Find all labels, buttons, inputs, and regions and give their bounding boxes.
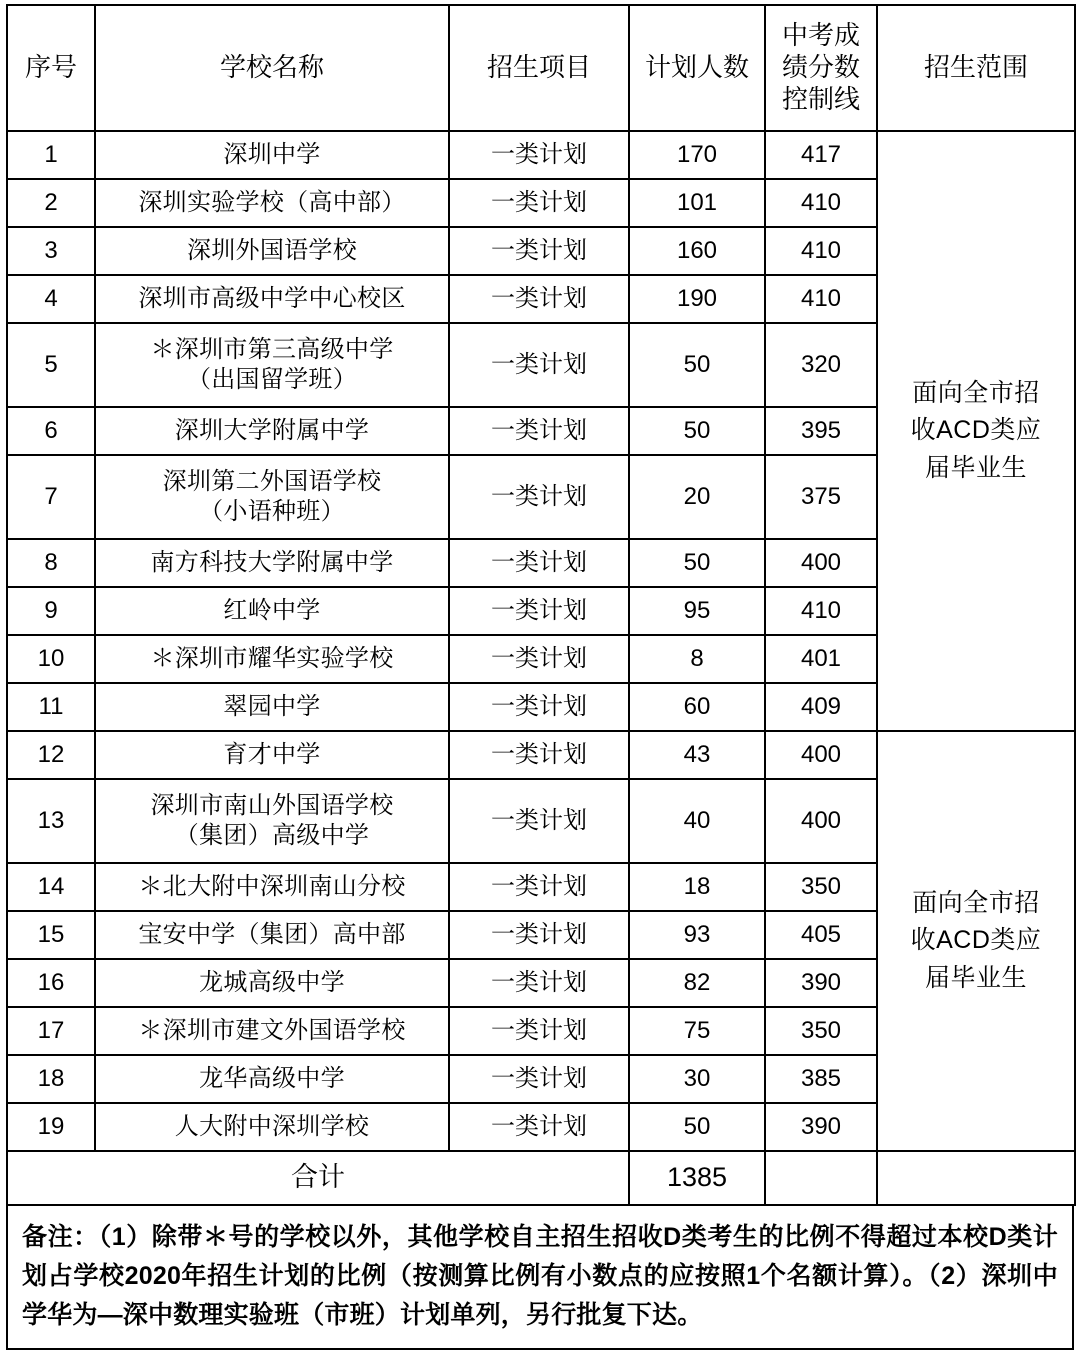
cell-school: 龙华高级中学 [95, 1055, 449, 1103]
cell-index: 3 [7, 227, 95, 275]
cell-plan: 18 [629, 863, 765, 911]
cell-program: 一类计划 [449, 911, 629, 959]
cell-program: 一类计划 [449, 731, 629, 779]
cell-program: 一类计划 [449, 863, 629, 911]
total-score-empty [765, 1151, 877, 1205]
cell-range-group-1 [877, 131, 1075, 731]
cell-score: 401 [765, 635, 877, 683]
total-range-empty [877, 1151, 1075, 1205]
cell-index: 8 [7, 539, 95, 587]
header-school: 学校名称 [95, 5, 449, 131]
cell-school: 南方科技大学附属中学 [95, 539, 449, 587]
header-plan: 计划人数 [629, 5, 765, 131]
cell-score: 405 [765, 911, 877, 959]
cell-score: 390 [765, 959, 877, 1007]
cell-plan: 82 [629, 959, 765, 1007]
cell-program: 一类计划 [449, 227, 629, 275]
cell-school-line2: （出国留学班） [186, 366, 358, 393]
cell-school: 深圳实验学校（高中部） [95, 179, 449, 227]
cell-program: 一类计划 [449, 131, 629, 179]
cell-program: 一类计划 [449, 323, 629, 407]
cell-score: 410 [765, 587, 877, 635]
range-line2: 收ACD类应 [910, 926, 1042, 955]
cell-plan: 50 [629, 539, 765, 587]
cell-program: 一类计划 [449, 455, 629, 539]
admission-plan-table [6, 4, 1076, 1206]
cell-school: 育才中学 [95, 731, 449, 779]
cell-school: 红岭中学 [95, 587, 449, 635]
cell-program: 一类计划 [449, 179, 629, 227]
cell-plan: 170 [629, 131, 765, 179]
cell-score: 350 [765, 863, 877, 911]
cell-score: 385 [765, 1055, 877, 1103]
header-score-line1: 中考成 [781, 20, 860, 51]
cell-score: 409 [765, 683, 877, 731]
table-header-row [7, 5, 1075, 131]
cell-index: 19 [7, 1103, 95, 1151]
cell-index: 2 [7, 179, 95, 227]
cell-program: 一类计划 [449, 779, 629, 863]
cell-score: 400 [765, 779, 877, 863]
cell-program: 一类计划 [449, 407, 629, 455]
header-index: 序号 [7, 5, 95, 131]
cell-program: 一类计划 [449, 683, 629, 731]
cell-index: 13 [7, 779, 95, 863]
cell-index: 14 [7, 863, 95, 911]
range-line1: 面向全市招 [912, 378, 1040, 407]
cell-index: 12 [7, 731, 95, 779]
cell-index: 5 [7, 323, 95, 407]
cell-school [95, 455, 449, 539]
cell-plan: 190 [629, 275, 765, 323]
cell-plan: 93 [629, 911, 765, 959]
cell-score: 390 [765, 1103, 877, 1151]
cell-program: 一类计划 [449, 1103, 629, 1151]
cell-school: 宝安中学（集团）高中部 [95, 911, 449, 959]
cell-school-line2: （集团）高级中学 [174, 822, 370, 849]
cell-index: 16 [7, 959, 95, 1007]
cell-plan: 30 [629, 1055, 765, 1103]
range-line2: 收ACD类应 [910, 416, 1042, 445]
table-row [7, 131, 1075, 179]
cell-index: 10 [7, 635, 95, 683]
cell-score: 320 [765, 323, 877, 407]
cell-school [95, 779, 449, 863]
cell-score: 410 [765, 179, 877, 227]
cell-school-line1: 深圳市南山外国语学校 [150, 792, 394, 819]
cell-score: 400 [765, 731, 877, 779]
cell-school: ＊深圳市耀华实验学校 [95, 635, 449, 683]
cell-plan: 160 [629, 227, 765, 275]
cell-plan: 50 [629, 1103, 765, 1151]
cell-school: ＊深圳市建文外国语学校 [95, 1007, 449, 1055]
cell-school: 深圳大学附属中学 [95, 407, 449, 455]
table-header [7, 5, 1075, 131]
table-footnote: 备注：（1）除带＊号的学校以外，其他学校自主招生招收D类考生的比例不得超过本校D类计划占学校2020年招生计划的比例（按测算比例有小数点的应按照1个名额计算）。（2）深圳中学华为—深中数理实验班（市班）计划单列，另行批复下达。 [6, 1206, 1074, 1350]
header-program: 招生项目 [449, 5, 629, 131]
cell-school [95, 323, 449, 407]
cell-school: 翠园中学 [95, 683, 449, 731]
cell-school-line2: （小语种班） [199, 498, 345, 525]
header-score-line3: 控制线 [781, 83, 860, 114]
cell-score: 350 [765, 1007, 877, 1055]
cell-program: 一类计划 [449, 635, 629, 683]
cell-index: 6 [7, 407, 95, 455]
table-row [7, 731, 1075, 779]
cell-school: 深圳中学 [95, 131, 449, 179]
cell-score: 375 [765, 455, 877, 539]
table-total-row [7, 1151, 1075, 1205]
cell-school-line1: 深圳第二外国语学校 [162, 468, 382, 495]
cell-school: ＊北大附中深圳南山分校 [95, 863, 449, 911]
cell-score: 395 [765, 407, 877, 455]
total-label: 合计 [7, 1151, 629, 1205]
cell-score: 400 [765, 539, 877, 587]
cell-plan: 8 [629, 635, 765, 683]
cell-program: 一类计划 [449, 1055, 629, 1103]
header-score-line [765, 5, 877, 131]
cell-score: 417 [765, 131, 877, 179]
cell-school: 深圳市高级中学中心校区 [95, 275, 449, 323]
cell-score: 410 [765, 275, 877, 323]
cell-program: 一类计划 [449, 1007, 629, 1055]
header-range: 招生范围 [877, 5, 1075, 131]
cell-index: 15 [7, 911, 95, 959]
cell-range-group-2 [877, 731, 1075, 1151]
cell-plan: 95 [629, 587, 765, 635]
cell-index: 18 [7, 1055, 95, 1103]
cell-program: 一类计划 [449, 275, 629, 323]
total-value: 1385 [629, 1151, 765, 1205]
cell-index: 17 [7, 1007, 95, 1055]
range-line1: 面向全市招 [912, 888, 1040, 917]
cell-index: 11 [7, 683, 95, 731]
cell-index: 9 [7, 587, 95, 635]
cell-school: 人大附中深圳学校 [95, 1103, 449, 1151]
range-line3: 届毕业生 [924, 453, 1027, 482]
cell-plan: 20 [629, 455, 765, 539]
range-line3: 届毕业生 [924, 963, 1027, 992]
cell-plan: 50 [629, 407, 765, 455]
cell-index: 7 [7, 455, 95, 539]
header-score-line2: 绩分数 [781, 52, 860, 83]
cell-index: 1 [7, 131, 95, 179]
cell-school: 深圳外国语学校 [95, 227, 449, 275]
cell-program: 一类计划 [449, 587, 629, 635]
cell-index: 4 [7, 275, 95, 323]
cell-plan: 60 [629, 683, 765, 731]
cell-plan: 43 [629, 731, 765, 779]
cell-school-line1: ＊深圳市第三高级中学 [150, 336, 394, 363]
cell-plan: 40 [629, 779, 765, 863]
cell-score: 410 [765, 227, 877, 275]
cell-plan: 75 [629, 1007, 765, 1055]
cell-school: 龙城高级中学 [95, 959, 449, 1007]
cell-plan: 101 [629, 179, 765, 227]
cell-program: 一类计划 [449, 959, 629, 1007]
table-body [7, 131, 1075, 1205]
cell-plan: 50 [629, 323, 765, 407]
cell-program: 一类计划 [449, 539, 629, 587]
